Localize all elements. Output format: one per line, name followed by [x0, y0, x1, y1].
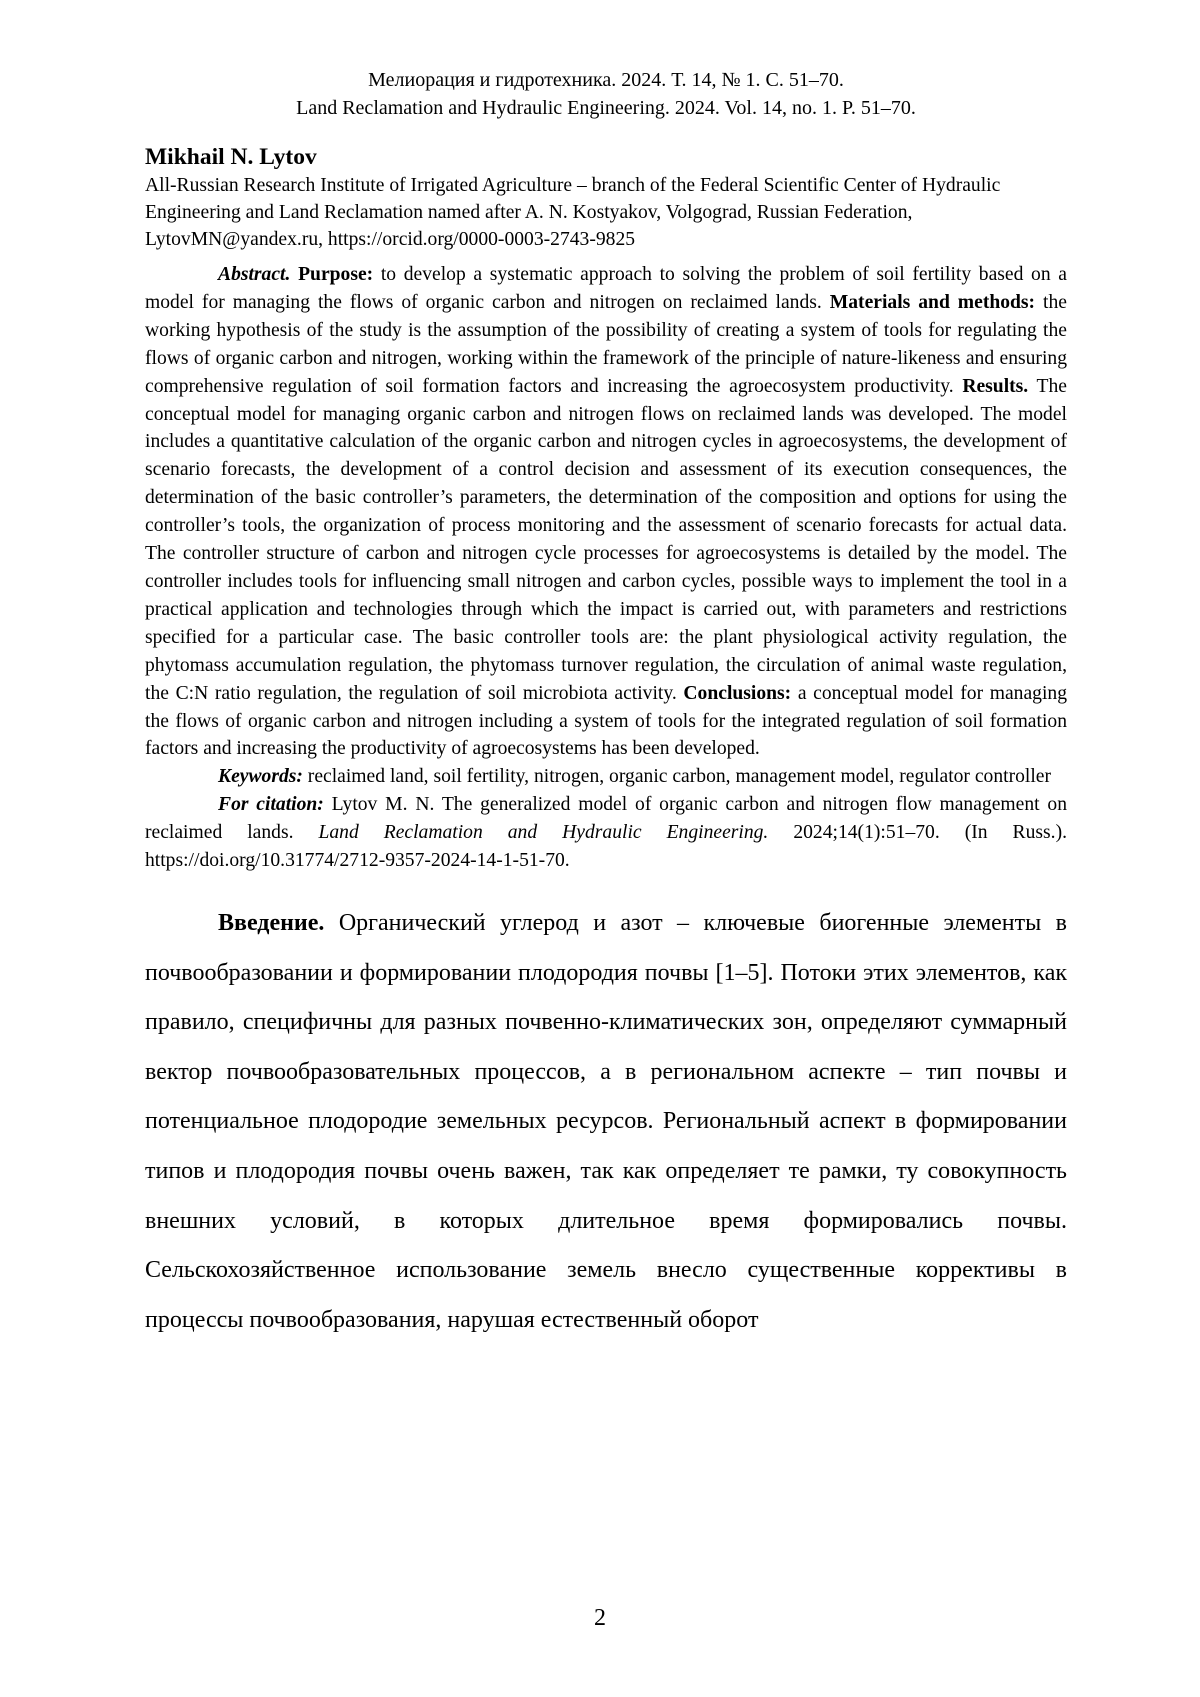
citation-journal: Land Reclamation and Hydraulic Engineering.: [318, 822, 769, 844]
purpose-text: to develop a systematic approach to solving the problem of soil fertility based on a model for managing the flows of organic carbon and nitrogen on reclaimed lands.: [145, 264, 1068, 313]
journal-header-en: Land Reclamation and Hydraulic Engineering. 2024. Vol. 14, no. 1. P. 51–70.: [296, 97, 916, 119]
author-name: Mikhail N. Lytov: [145, 144, 317, 170]
citation-doi: 2024;14(1):51–70. (In Russ.). https://doi.org/10.31774/2712-9357-2024-14-1-51-70.: [145, 822, 1067, 872]
conclusions-text: a conceptual model for managing the flows of organic carbon and nitrogen including a system of tools for the integrated regulation of soil formation factors and increasing the productivity of agroecosystems has been developed.: [145, 682, 1067, 760]
citation-paragraph: [145, 791, 1067, 875]
abstract-section: [145, 261, 1067, 875]
abstract-paragraph: [145, 261, 1067, 763]
document-page: [145, 66, 1067, 1345]
journal-header-ru: Мелиорация и гидротехника. 2024. Т. 14, № 1. С. 51–70.: [368, 69, 844, 91]
methods-label: Materials and methods:: [829, 291, 1036, 313]
keywords-label: Keywords:: [218, 766, 303, 788]
introduction-text: Органический углерод и азот – ключевые биогенные элементы в почвообразовании и формировании плодородия почвы [1–5]. Потоки этих элементов, как правило, специфичны для разных почвенно-климатических зон, определяют суммарный вектор почвообразовательных процессов, а в региональном аспекте – тип почвы и потенциальное плодородие земельных ресурсов. Региональный аспект в формировании типов и плодородия почвы очень важен, так как определяет те рамки, ту совокупность внешних условий, в которых длительное время формировались почвы. Сельскохозяйственное использование земель внесло существенные коррективы в процессы почвообразования, нарушая естественный оборот: [145, 909, 1067, 1333]
author-affiliation: All-Russian Research Institute of Irrigated Agriculture – branch of the Federal Scientific Center of Hydraulic Engineering and Land Reclamation named after A. N. Kostyakov, Volgograd, Russian Federation, LytovMN@yandex.ru, https://orcid.org/0000-0003-2743-9825: [145, 175, 1001, 250]
keywords-text: reclaimed land, soil fertility, nitrogen, organic carbon, management model, regulator controller: [302, 766, 1052, 788]
conclusions-label: Conclusions:: [683, 682, 792, 704]
citation-text: Lytov M. N. The generalized model of organic carbon and nitrogen flow management on reclaimed lands.: [145, 794, 1067, 844]
abstract-label: Abstract.: [218, 264, 291, 285]
purpose-label: Purpose:: [298, 264, 374, 285]
results-label: Results.: [962, 375, 1029, 397]
introduction-paragraph: [145, 899, 1067, 1345]
page-number: 2: [594, 1605, 606, 1631]
introduction-section: [145, 899, 1067, 1345]
methods-text: the working hypothesis of the study is the assumption of the possibility of creating a system of tools for regulating the flows of organic carbon and nitrogen, working within the framework of the principle of nature-likeness and ensuring comprehensive regulation of soil formation factors and increasing the agroecosystem productivity.: [145, 291, 1067, 397]
citation-label: For citation:: [218, 794, 324, 816]
keywords-paragraph: [145, 763, 1067, 791]
introduction-label: Введение.: [218, 909, 325, 936]
results-text: The conceptual model for managing organic carbon and nitrogen flows on reclaimed lands was developed. The model includes a quantitative calculation of the organic carbon and nitrogen cycles in agroecosystems, the development of scenario forecasts, the development of a control decision and assessment of its execution consequences, the determination of the basic controller’s parameters, the determination of the composition and options for using the controller’s tools, the organization of process monitoring and the assessment of scenario forecasts for actual data. The controller structure of carbon and nitrogen cycle processes for agroecosystems is detailed by the model. The controller includes tools for influencing small nitrogen and carbon cycles, possible ways to implement the tool in a practical application and technologies through which the impact is carried out, with parameters and restrictions specified for a particular case. The basic controller tools are: the plant physiological activity regulation, the phytomass accumulation regulation, the phytomass turnover regulation, the circulation of animal waste regulation, the C:N ratio regulation, the regulation of soil microbiota activity.: [145, 375, 1067, 704]
journal-header: [145, 66, 1067, 122]
